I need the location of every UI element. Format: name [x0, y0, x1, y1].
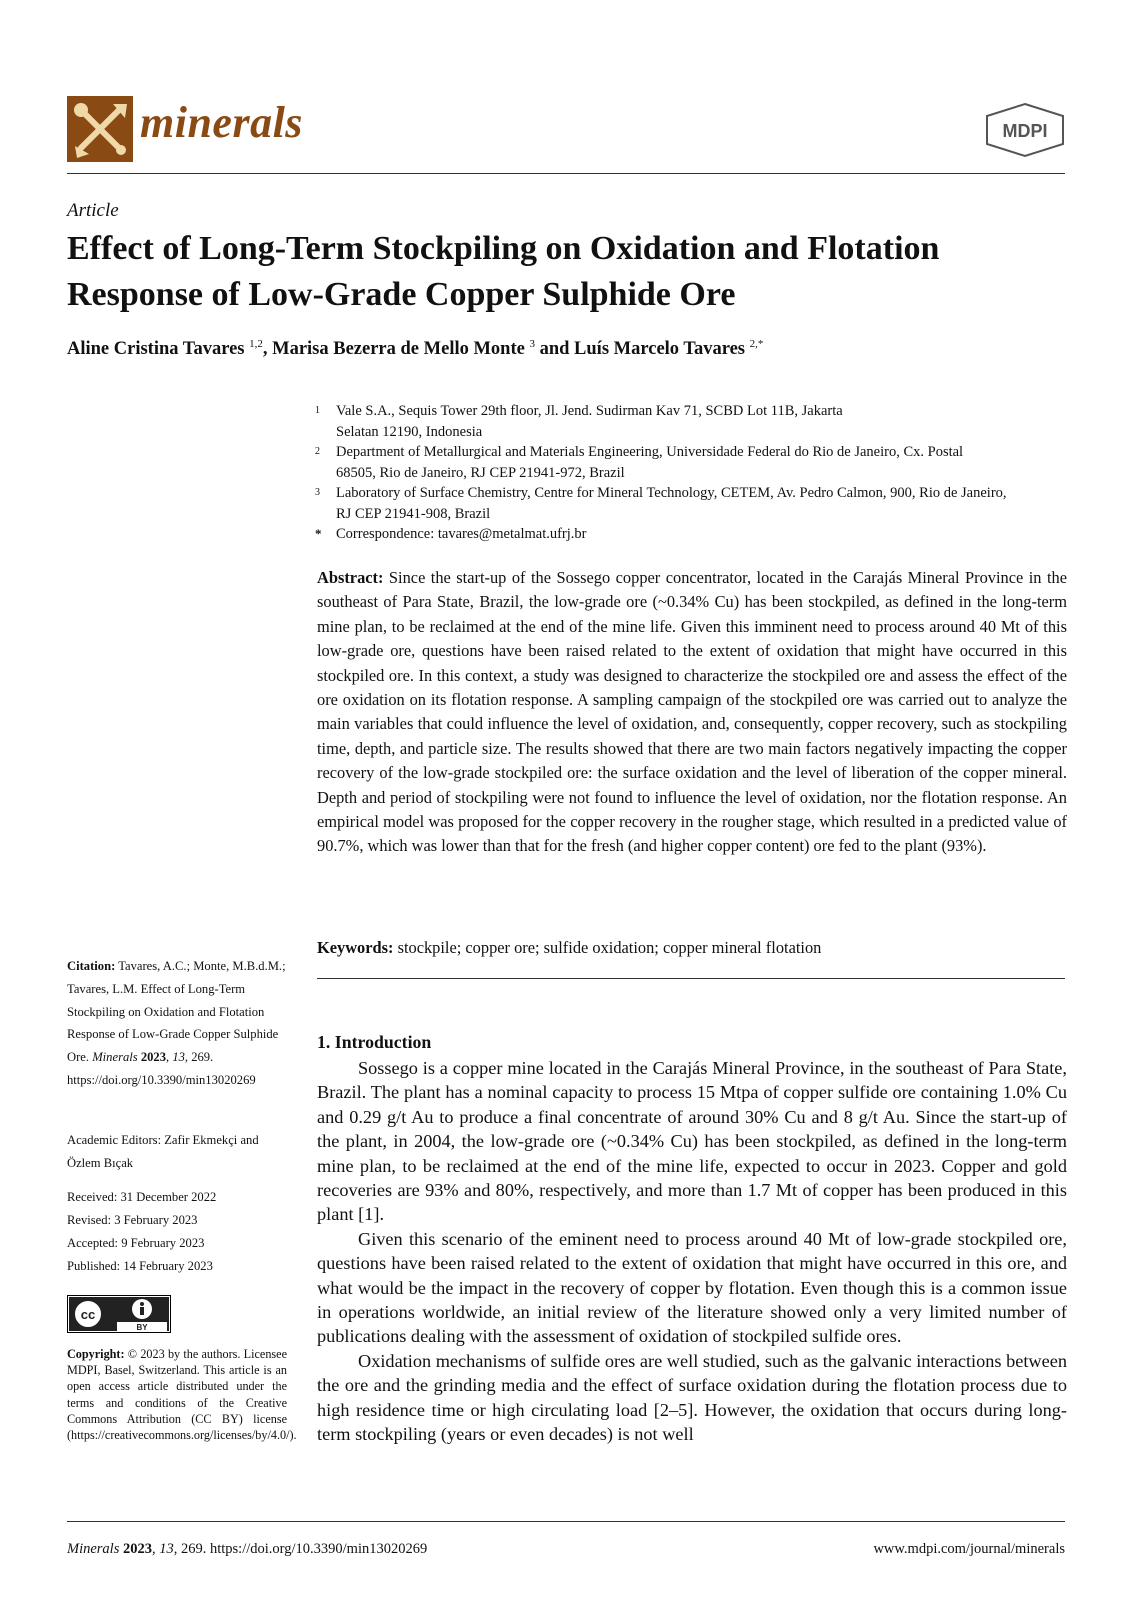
publisher-name: MDPI	[1002, 121, 1048, 141]
academic-editors: Academic Editors: Zafir Ekmekçi and Özlem Bıçak	[67, 1133, 259, 1170]
keywords-text: stockpile; copper ore; sulfide oxidation; copper mineral flotation	[393, 938, 822, 957]
received-date: Received: 31 December 2022	[67, 1190, 217, 1204]
abstract-rule	[317, 978, 1065, 979]
keywords-label: Keywords:	[317, 938, 394, 957]
svg-text:cc: cc	[80, 1307, 96, 1322]
author-list: Aline Cristina Tavares $^{1,2}$, Marisa Bezerra de Mello Monte $^3$ and Luís Marcelo Tavares $^{2,*}$	[67, 338, 764, 360]
affiliation-item	[315, 483, 1075, 524]
revised-date: Revised: 3 February 2023	[67, 1213, 198, 1227]
footer-doi-link[interactable]: , 269. https://doi.org/10.3390/min13020269	[173, 1541, 428, 1557]
cc-by-label: BY	[136, 1323, 148, 1332]
affiliation-text: Laboratory of Surface Chemistry, Centre for Mineral Technology, CETEM, Av. Pedro Calmon, 900, Rio de Janeiro, RJ CEP 21941-908, Brazil	[336, 485, 1007, 522]
affiliation-marker: 2	[315, 446, 320, 457]
section-heading: 1. Introduction	[317, 1032, 432, 1052]
citation-doi-link[interactable]: , 269. https://doi.org/10.3390/min13020269	[67, 1050, 256, 1087]
accepted-date: Accepted: 9 February 2023	[67, 1236, 205, 1250]
correspondence-email[interactable]: Correspondence: tavares@metalmat.ufrj.br	[336, 526, 587, 542]
affiliation-marker: 1	[315, 405, 320, 416]
published-date: Published: 14 February 2023	[67, 1259, 213, 1273]
paragraph: Oxidation mechanisms of sulfide ores are well studied, such as the galvanic interactions between the ore and the grinding media and the effect of surface oxidation during the flotation process due to high residence time or high circulating load [2–5]. However, the oxidation that occurs during long-term stockpiling (years or even decades) is not well	[317, 1350, 1067, 1445]
affiliation-item	[315, 401, 1075, 442]
author-affil-marker: 1,2	[249, 338, 263, 350]
author-name: Marisa Bezerra de Mello Monte	[272, 339, 525, 360]
author-name: Aline Cristina Tavares	[67, 339, 245, 360]
footer-journal-url[interactable]: www.mdpi.com/journal/minerals	[873, 1541, 1065, 1557]
footer-citation: Minerals 2023, 13, 269. https://doi.org/10.3390/min13020269	[67, 1541, 428, 1557]
journal-logo-icon	[67, 96, 133, 162]
affiliation-marker: *	[315, 526, 322, 541]
citation-block: Citation: Tavares, A.C.; Monte, M.B.d.M.; Tavares, L.M. Effect of Long-Term Stockpiling on Oxidation and Flotation Response of Low-Grade Copper Sulphide Ore. Minerals 2023, 13, 269. https://doi.org/10.3390/min13020269	[67, 959, 286, 1087]
correspondence	[315, 524, 1075, 545]
abstract-text: Since the start-up of the Sossego copper concentrator, located in the Carajás Mineral Province in the southeast of Para State, Brazil, the low-grade ore (~0.34% Cu) has been stockpiled, as defined in the long-term mine plan, to be reclaimed at the end of the mine life. Given this imminent need to process around 40 Mt of this low-grade ore, questions have been raised related to the extent of oxidation that might have occurred in this stockpiled ore. In this context, a study was designed to characterize the stockpiled ore and assess the effect of the ore oxidation on its flotation response. A sampling campaign of the stockpiled ore was carried out to analyze the main variables that could influence the level of oxidation, and, consequently, copper recovery, such as stockpiling time, depth, and particle size. The results showed that there are two main factors negatively impacting the copper recovery of the low-grade stockpiled ore: the surface oxidation and the level of liberation of the copper mineral. Depth and period of stockpiling were not found to influence the level of oxidation, nor the flotation response. An empirical model was proposed for the copper recovery in the rougher stage, which resulted in a predicted value of 90.7%, which was lower than that for the fresh (and higher copper content) ore fed to the plant (93%).	[317, 568, 1067, 856]
author-affil-marker: 2,*	[749, 338, 764, 350]
page-title: Effect of Long-Term Stockpiling on Oxidation and Flotation Response of Low-Grade Copper Sulphide Ore	[67, 230, 940, 313]
author-affil-marker: 3	[529, 338, 535, 350]
abstract-label: Abstract:	[317, 568, 384, 587]
footer-rule	[67, 1521, 1065, 1522]
cc-by-license-icon[interactable]	[67, 1295, 171, 1333]
paragraph: Given this scenario of the eminent need to process around 40 Mt of low-grade stockpiled ore, questions have been raised related to the extent of oxidation that might have occurred in this ore, and what would be the impact in the recovery of copper by flotation. Even though this is a common issue in operations worldwide, an initial review of the literature showed only a very limited number of publications dealing with the assessment of oxidation of stockpiled sulfide ores.	[317, 1228, 1067, 1347]
affiliation-text: Vale S.A., Sequis Tower 29th floor, Jl. Jend. Sudirman Kav 71, SCBD Lot 11B, Jakarta Selatan 12190, Indonesia	[336, 403, 843, 440]
journal-name: minerals	[140, 98, 303, 147]
author-name: Luís Marcelo Tavares	[574, 339, 746, 360]
abstract	[317, 566, 1067, 859]
keywords	[317, 938, 1067, 958]
affiliation-text: Department of Metallurgical and Materials Engineering, Universidade Federal do Rio de Janeiro, Cx. Postal 68505, Rio de Janeiro, RJ CEP 21941-972, Brazil	[336, 444, 964, 481]
affiliation-item	[315, 442, 1075, 483]
article-type: Article	[67, 200, 119, 221]
section-body	[317, 1056, 1067, 1447]
paragraph: Sossego is a copper mine located in the Carajás Mineral Province, in the southeast of Para State, Brazil. The plant has a nominal capacity to process 15 Mtpa of copper sulfide ore containing 1.0% Cu and 0.29 g/t Au to produce a final concentrate of around 30% Cu and 8 g/t Au. Since the start-up of the plant, in 2004, the low-grade ore (~0.34% Cu) has been stockpiled, as defined in the long-term mine plan, to be reclaimed at the end of the mine life, expected to occur in 2023. Copper and gold recoveries are 93% and 80%, respectively, and more than 1.7 Mt of copper has been produced in this plant [1].	[317, 1058, 1067, 1225]
copyright-notice: Copyright: © 2023 by the authors. Licensee MDPI, Basel, Switzerland. This article is an open access article distributed under the terms and conditions of the Creative Commons Attribution (CC BY) license (https://creativecommons.org/licenses/by/4.0/).	[67, 1347, 297, 1443]
header-rule	[67, 173, 1065, 174]
affiliation-marker: 3	[315, 487, 320, 498]
publisher-logo-icon	[984, 102, 1066, 158]
